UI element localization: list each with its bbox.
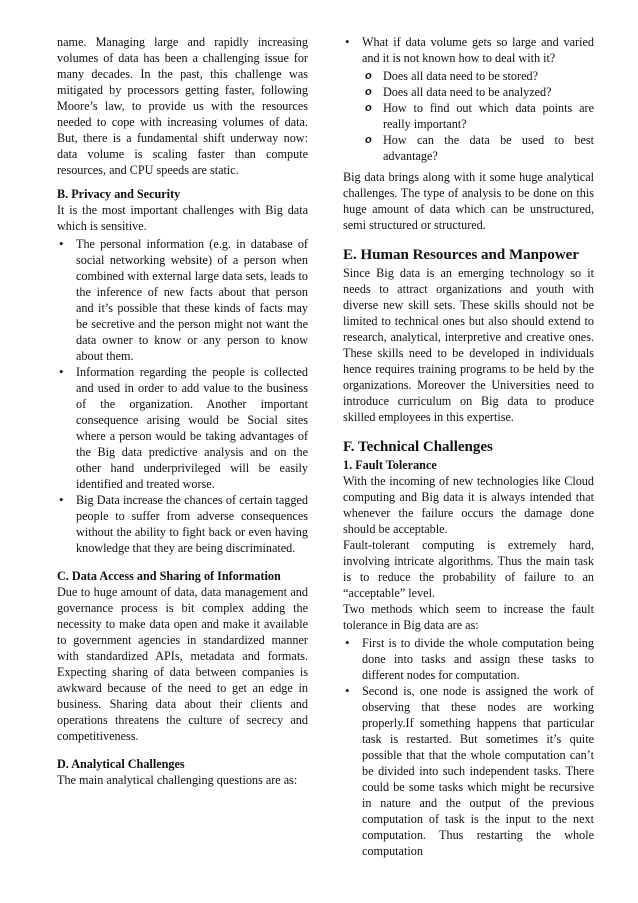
fault-tolerance-paragraph-1: With the incoming of new technologies like Cloud computing and Big data it is always intended that whenever the failure occurs the damage done should be acceptable. (343, 474, 594, 536)
section-d-subitem-list (343, 68, 594, 164)
right-column (343, 34, 594, 859)
sub-bullet-item: o Does all data need to be analyzed? (343, 84, 594, 100)
bullet-item: • Second is, one node is assigned the work of observing that these nodes are working properly.If something happens that particular task is restarted. But sometimes it’s quite possible that that the whole computation can’t be divided into such independent tasks. There could be some tasks which might be recursive in nature and the output of the previous computation of task is the input to the next computation. Thus restarting the whole computation (343, 683, 594, 859)
section-e-heading: E. Human Resources and Manpower (343, 247, 579, 263)
bullet-item: • First is to divide the whole computation being done into tasks and assign these tasks to different nodes for computation. (343, 635, 594, 683)
subsection-fault-tolerance-heading: 1. Fault Tolerance (343, 458, 437, 472)
section-d-intro: The main analytical challenging questions are as: (57, 773, 298, 787)
section-b-bullet-list (57, 236, 308, 556)
bullet-item: • Information regarding the people is collected and used in order to add value to the business of the organization. Another important consequence arising would be Social sites where a person would be taking advantages of the Big data predictive analysis and on the other hand underprivileged will be easily identified and treated worse. (57, 364, 308, 492)
fault-tolerance-paragraph-2: Fault-tolerant computing is extremely hard, involving intricate algorithms. Thus the main task is to reduce the probability of failure to an “acceptable” level. (343, 538, 594, 600)
section-c-heading: C. Data Access and Sharing of Information (57, 569, 281, 583)
sub-bullet-item: o How to find out which data points are really important? (343, 100, 594, 132)
left-column (57, 34, 308, 788)
section-e-paragraph: Since Big data is an emerging technology so it needs to attract organizations and youth with diverse new skill sets. These skills should not be limited to technical ones but also should extend to research, analytical, interpretive and creative ones. These skills need to be developed in individuals hence requires training programs to be held by the organizations. Moreover the Universities need to introduce curriculum on Big data to produce skilled employees in this expertise. (343, 266, 594, 424)
section-f-heading: F. Technical Challenges (343, 439, 493, 455)
section-d-bullet-list (343, 34, 594, 66)
bullet-item (343, 34, 594, 66)
fault-tolerance-paragraph-3: Two methods which seem to increase the fault tolerance in Big data are as: (343, 602, 594, 632)
section-d-heading: D. Analytical Challenges (57, 757, 185, 771)
bullet-item: • The personal information (e.g. in database of social networking website) of a person when combined with external large data sets, leads to the inference of new facts about that person and it’s possible that these kinds of facts may be secretive and the person might not want the data owner to know or any person to know about them. (57, 236, 308, 364)
bullet-item: • Big Data increase the chances of certain tagged people to suffer from adverse consequences without the ability to fight back or even having knowledge that they are being discriminated. (57, 492, 308, 556)
sub-bullet-item: o How can the data be used to best advantage? (343, 132, 594, 164)
section-d-conclusion: Big data brings along with it some huge analytical challenges. The type of analysis to be done on this huge amount of data which can be unstructured, semi structured or structured. (343, 170, 594, 232)
section-b-intro: It is the most important challenges with Big data which is sensitive. (57, 203, 308, 233)
bullet-text: What if data volume gets so large and varied and it is not known how to deal with it? (362, 35, 594, 65)
fault-tolerance-bullet-list (343, 635, 594, 859)
section-b-heading: B. Privacy and Security (57, 187, 181, 201)
section-c-paragraph: Due to huge amount of data, data management and governance process is bit complex adding the necessity to make data open and make it available to government agencies in standardized manner with standardized APIs, metadata and formats. Expecting sharing of data between companies is awkward because of the need to get an edge in business. Sharing data about their clients and operations threatens the culture of secrecy and competitiveness. (57, 585, 308, 743)
intro-paragraph: name. Managing large and rapidly increasing volumes of data has been a challenging issue for many decades. In the past, this challenge was mitigated by processors getting faster, following Moore’s law, to provide us with the resources needed to cope with increasing volumes of data. But, there is a fundamental shift underway now: data volume is scaling faster than compute resources, and CPU speeds are static. (57, 35, 308, 177)
sub-bullet-item: o Does all data need to be stored? (343, 68, 594, 84)
